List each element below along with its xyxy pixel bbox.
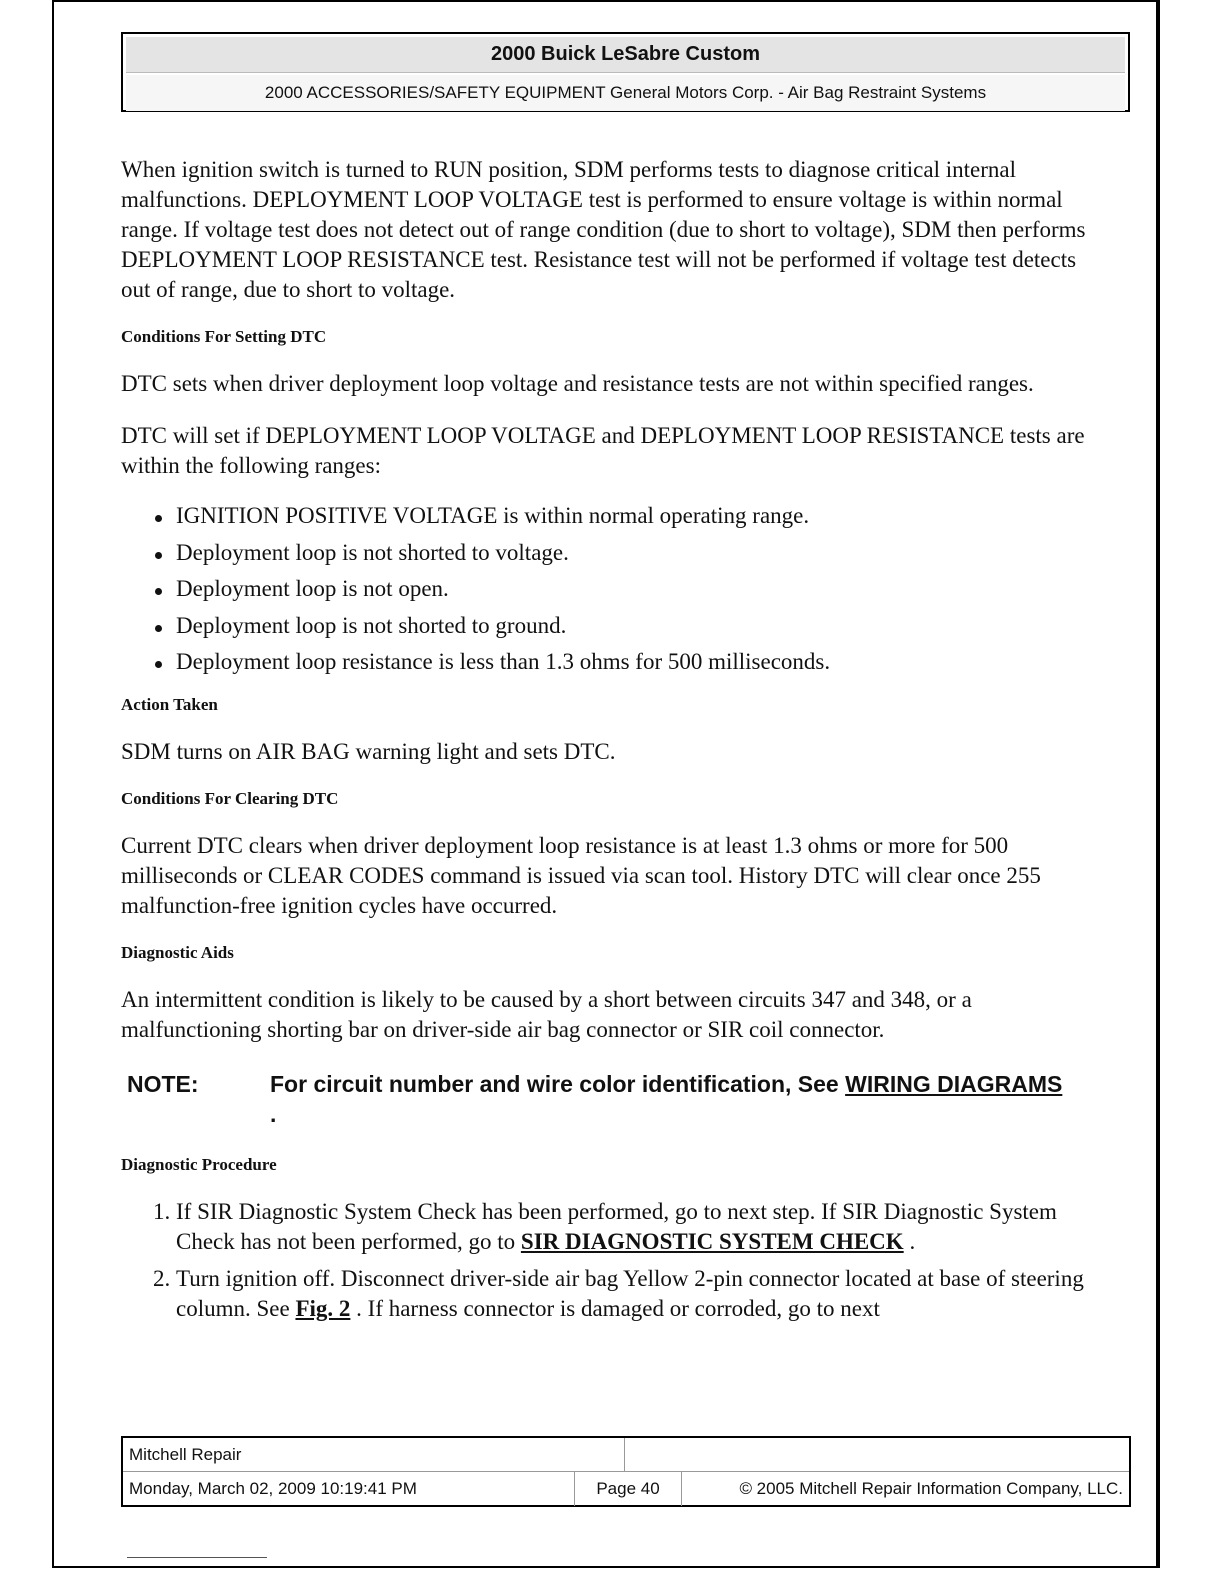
conditions-setting-p1: DTC sets when driver deployment loop voltage and resistance tests are not within specified ranges. [121,371,1034,396]
footer-copyright: © 2005 Mitchell Repair Information Company, LLC. [739,1479,1123,1498]
page-border-left [52,0,54,1568]
footer-date: Monday, March 02, 2009 10:19:41 PM [123,1472,575,1506]
list-item: Deployment loop is not shorted to ground. [176,611,1101,641]
document-body [121,155,1101,1331]
page-border-top [52,0,1160,2]
document-header [121,32,1130,112]
bottom-rule [127,1557,267,1558]
wiring-diagrams-link[interactable]: WIRING DIAGRAMS [845,1071,1063,1097]
sir-diagnostic-check-link[interactable]: SIR DIAGNOSTIC SYSTEM CHECK [520,1229,904,1254]
step1-suffix: . [903,1229,916,1254]
step2-suffix: . If harness connector is damaged or corroded, go to next [350,1296,880,1321]
document-footer [121,1436,1131,1507]
heading-diagnostic-aids: Diagnostic Aids [121,943,234,962]
step1-text: If SIR Diagnostic System Check has been performed, go to next step. If SIR Diagnostic System Check has not been performed, go to [176,1199,1057,1254]
list-item [176,1197,1101,1257]
conditions-clearing-text: Current DTC clears when driver deployment loop resistance is at least 1.3 ohms or more for 500 milliseconds or CLEAR CODES command is issued via scan tool. History DTC will clear once 255 malfunction-free ignition cycles have occurred. [121,833,1041,918]
procedure-steps [121,1197,1101,1324]
note-text-body: For circuit number and wire color identification, See [270,1071,846,1097]
list-item: IGNITION POSITIVE VOLTAGE is within normal operating range. [176,501,1101,531]
note-label: NOTE: [127,1071,199,1097]
conditions-list [121,501,1101,677]
list-item: Deployment loop resistance is less than 1.3 ohms for 500 milliseconds. [176,647,1101,677]
diagnostic-aids-text: An intermittent condition is likely to be caused by a short between circuits 347 and 348, or a malfunctioning shorting bar on driver-side air bag connector or SIR coil connector. [121,987,972,1042]
footer-page-number: Page 40 [575,1472,682,1506]
note-suffix: . [270,1101,277,1127]
action-taken-text: SDM turns on AIR BAG warning light and sets DTC. [121,739,616,764]
page-border-bottom [52,1566,1160,1568]
heading-action-taken: Action Taken [121,695,218,714]
fig-2-link[interactable]: Fig. 2 [295,1296,351,1321]
step2-text: Turn ignition off. Disconnect driver-side air bag Yellow 2-pin connector located at base of steering column. See [176,1266,1084,1321]
intro-paragraph: When ignition switch is turned to RUN position, SDM performs tests to diagnose critical internal malfunctions. DEPLOYMENT LOOP VOLTAGE test is performed to ensure voltage is within normal range. If voltage test does not detect out of range condition (due to short to voltage), SDM then performs DEPLOYMENT LOOP RESISTANCE test. Resistance test will not be performed if voltage test detects out of range, due to short to voltage. [121,157,1086,302]
footer-empty-cell [625,1438,1129,1471]
heading-conditions-setting: Conditions For Setting DTC [121,327,327,346]
footer-company: Mitchell Repair [123,1438,625,1471]
header-title: 2000 Buick LeSabre Custom [126,37,1125,73]
conditions-setting-p2: DTC will set if DEPLOYMENT LOOP VOLTAGE and DEPLOYMENT LOOP RESISTANCE tests are within the following ranges: [121,423,1085,478]
list-item: Deployment loop is not shorted to voltage. [176,538,1101,568]
list-item: Deployment loop is not open. [176,574,1101,604]
page-border-right [1156,0,1160,1568]
heading-conditions-clearing: Conditions For Clearing DTC [121,789,339,808]
header-subtitle: 2000 ACCESSORIES/SAFETY EQUIPMENT General Motors Corp. - Air Bag Restraint Systems [126,75,1125,111]
heading-diagnostic-procedure: Diagnostic Procedure [121,1155,277,1174]
list-item [176,1264,1101,1324]
note-text [270,1069,1070,1129]
note-box [127,1069,1101,1129]
